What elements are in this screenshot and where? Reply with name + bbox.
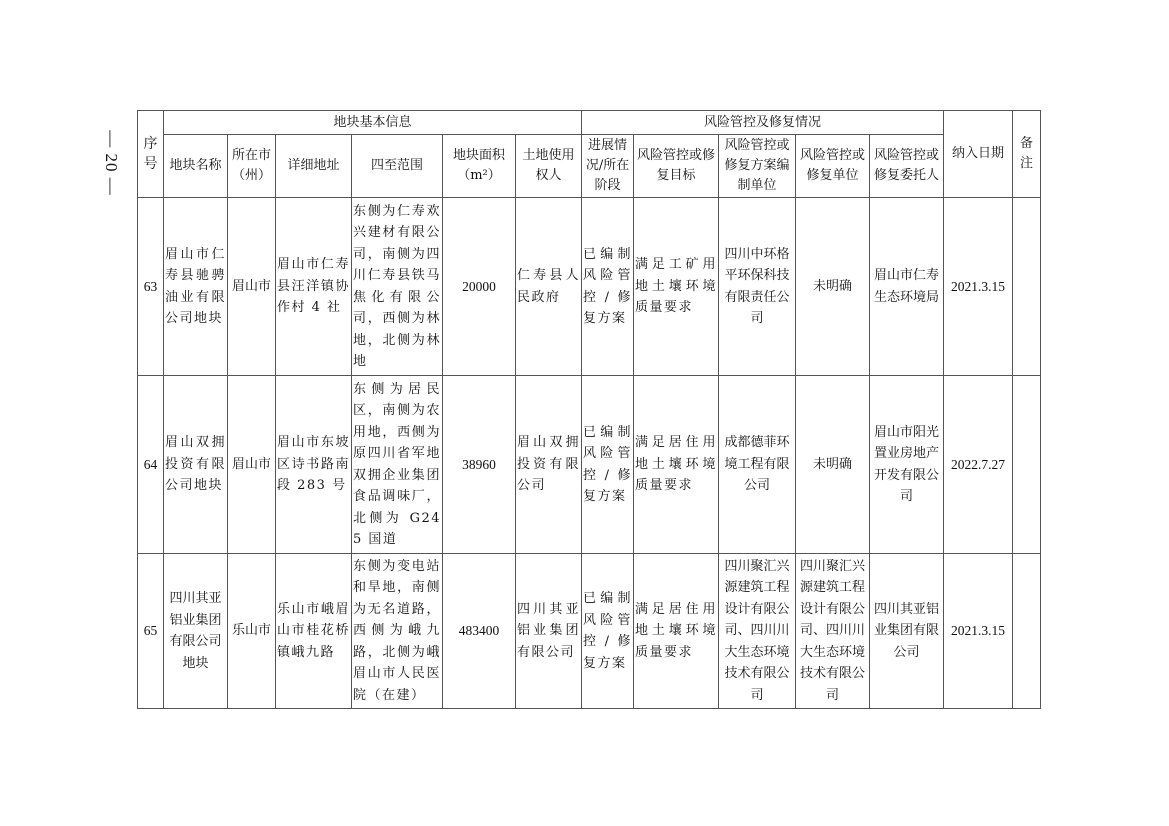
cell-address: 眉山市东坡区诗书路南段 283 号	[276, 376, 352, 554]
cell-date: 2021.3.15	[944, 198, 1013, 376]
table-row	[138, 376, 1041, 554]
header-plot-name: 地块名称	[164, 135, 228, 198]
cell-city: 乐山市	[228, 554, 276, 709]
cell-client: 四川其亚铝业集团有限公司	[870, 554, 944, 709]
table-row	[138, 198, 1041, 376]
cell-area: 483400	[443, 554, 516, 709]
cell-seq: 63	[138, 198, 164, 376]
cell-plot-name: 四川其亚铝业集团有限公司地块	[164, 554, 228, 709]
cell-plan-unit: 四川中环格平环保科技有限责任公司	[719, 198, 796, 376]
cell-plot-name: 眉山市仁寿县驰骋油业有限公司地块	[164, 198, 228, 376]
header-client: 风险管控或修复委托人	[870, 135, 944, 198]
page-number-label: — 20 —	[102, 130, 121, 196]
header-plan-unit: 风险管控或修复方案编制单位	[719, 135, 796, 198]
cell-address: 眉山市仁寿县汪洋镇协作村 4 社	[276, 198, 352, 376]
header-group-row	[138, 111, 1041, 135]
cell-client: 眉山市仁寿生态环境局	[870, 198, 944, 376]
cell-repair-unit: 未明确	[796, 376, 870, 554]
cell-land-user: 眉山双拥投资有限公司	[516, 376, 582, 554]
header-area: 地块面积（m²）	[443, 135, 516, 198]
header-sub-row	[138, 135, 1041, 198]
header-address: 详细地址	[276, 135, 352, 198]
cell-client: 眉山市阳光置业房地产开发有限公司	[870, 376, 944, 554]
cell-boundaries: 东侧为居民区，南侧为农用地，西侧为原四川省军地双拥企业集团食品调味厂，北侧为 G245 国道	[352, 376, 443, 554]
header-target: 风险管控或修复目标	[634, 135, 719, 198]
header-progress: 进展情况/所在阶段	[582, 135, 634, 198]
cell-boundaries: 东侧为仁寿欢兴建材有限公司，南侧为四川仁寿县铁马焦化有限公司，西侧为林地，北侧为林地	[352, 198, 443, 376]
cell-land-user: 四川其亚铝业集团有限公司	[516, 554, 582, 709]
cell-target: 满足居住用地土壤环境质量要求	[634, 554, 719, 709]
header-land-user: 土地使用权人	[516, 135, 582, 198]
cell-progress: 已编制风险管控/修复方案	[582, 198, 634, 376]
cell-date: 2022.7.27	[944, 376, 1013, 554]
cell-target: 满足工矿用地土壤环境质量要求	[634, 198, 719, 376]
cell-area: 38960	[443, 376, 516, 554]
page-number	[96, 118, 126, 208]
header-group-basic: 地块基本信息	[164, 111, 582, 135]
cell-seq: 65	[138, 554, 164, 709]
header-city: 所在市（州）	[228, 135, 276, 198]
header-group-risk: 风险管控及修复情况	[582, 111, 944, 135]
cell-repair-unit: 未明确	[796, 198, 870, 376]
cell-remark	[1013, 198, 1041, 376]
cell-city: 眉山市	[228, 376, 276, 554]
header-remark: 备注	[1013, 111, 1041, 198]
cell-remark	[1013, 376, 1041, 554]
table-row	[138, 554, 1041, 709]
cell-repair-unit: 四川聚汇兴源建筑工程设计有限公司、四川川大生态环境技术有限公司	[796, 554, 870, 709]
cell-address: 乐山市峨眉山市桂花桥镇峨九路	[276, 554, 352, 709]
cell-area: 20000	[443, 198, 516, 376]
cell-city: 眉山市	[228, 198, 276, 376]
contaminated-land-table	[137, 110, 1041, 709]
cell-plan-unit: 四川聚汇兴源建筑工程设计有限公司、四川川大生态环境技术有限公司	[719, 554, 796, 709]
header-date: 纳入日期	[944, 111, 1013, 198]
cell-plot-name: 眉山双拥投资有限公司地块	[164, 376, 228, 554]
cell-plan-unit: 成都德菲环境工程有限公司	[719, 376, 796, 554]
header-boundaries: 四至范围	[352, 135, 443, 198]
cell-progress: 已编制风险管控/修复方案	[582, 376, 634, 554]
cell-progress: 已编制风险管控/修复方案	[582, 554, 634, 709]
cell-seq: 64	[138, 376, 164, 554]
header-repair-unit: 风险管控或修复单位	[796, 135, 870, 198]
cell-target: 满足居住用地土壤环境质量要求	[634, 376, 719, 554]
cell-land-user: 仁寿县人民政府	[516, 198, 582, 376]
header-seq: 序号	[138, 111, 164, 198]
cell-remark	[1013, 554, 1041, 709]
cell-date: 2021.3.15	[944, 554, 1013, 709]
cell-boundaries: 东侧为变电站和旱地，南侧为无名道路，西侧为峨九路，北侧为峨眉山市人民医院（在建）	[352, 554, 443, 709]
